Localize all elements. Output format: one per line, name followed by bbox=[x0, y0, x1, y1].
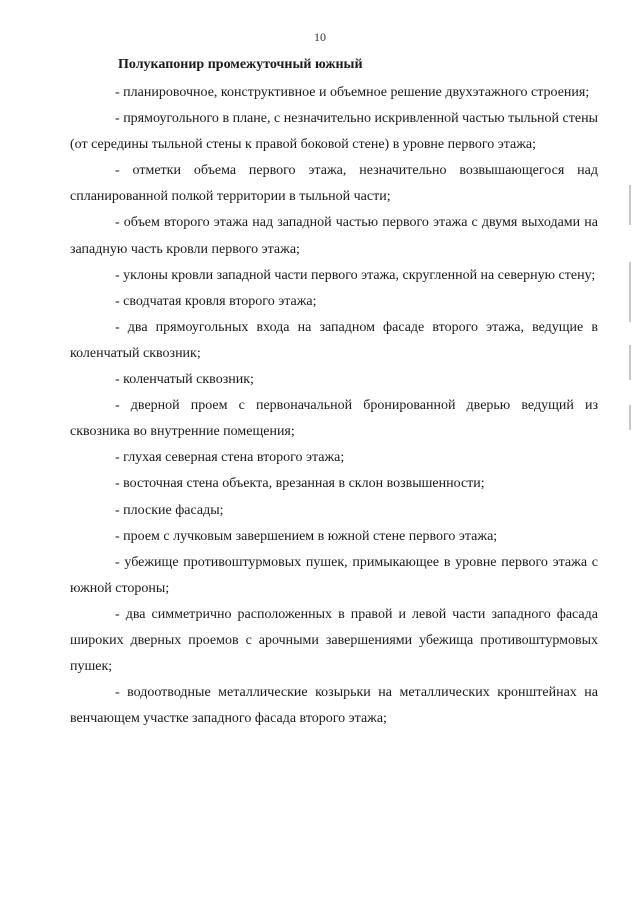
list-item: - сводчатая кровля второго этажа; bbox=[115, 293, 317, 309]
list-item: - уклоны кровли западной части первого этажа, скругленной на северную стену; bbox=[115, 267, 596, 283]
list-item: - проем с лучковым завершением в южной стене первого этажа; bbox=[115, 528, 498, 544]
scan-margin-mark bbox=[629, 185, 631, 225]
scan-margin-mark bbox=[629, 345, 631, 380]
scan-margin-mark bbox=[629, 405, 631, 430]
scan-margin-mark bbox=[629, 262, 631, 322]
item-list bbox=[70, 80, 598, 732]
list-item: - дверной проем с первоначальной бронированной дверью ведущий из сквозника во внутренние помещения; bbox=[70, 398, 598, 440]
list-item: - два симметрично расположенных в правой и левой части западного фасада широких дверных проемов с арочными завершениями убежища противоштурмовых пушек; bbox=[70, 606, 598, 675]
list-item: - восточная стена объекта, врезанная в склон возвышенности; bbox=[115, 476, 485, 492]
list-item: - убежище противоштурмовых пушек, примыкающее в уровне первого этажа с южной стороны; bbox=[70, 554, 598, 596]
section-heading: Полукапонир промежуточный южный bbox=[118, 57, 363, 72]
list-item: - два прямоугольных входа на западном фасаде второго этажа, ведущие в коленчатый сквозник; bbox=[70, 319, 598, 361]
page-number: 10 bbox=[314, 30, 326, 44]
list-item: - отметки объема первого этажа, незначительно возвышающегося над спланированной полкой территории в тыльной части; bbox=[70, 163, 598, 205]
list-item: - планировочное, конструктивное и объемное решение двухэтажного строения; bbox=[115, 85, 590, 100]
list-item: - плоские фасады; bbox=[115, 502, 224, 518]
list-item: - коленчатый сквозник; bbox=[115, 372, 254, 388]
list-item: - водоотводные металлические козырьки на металлических кронштейнах на венчающем участке западного фасада второго этажа; bbox=[70, 685, 598, 727]
list-item: - глухая северная стена второго этажа; bbox=[115, 450, 345, 466]
list-item: - прямоугольного в плане, с незначительно искривленной частью тыльной стены (от середины тыльной стены к правой боковой стене) в уровне первого этажа; bbox=[70, 111, 598, 153]
list-item: - объем второго этажа над западной частью первого этажа с двумя выходами на западную часть кровли первого этажа; bbox=[70, 215, 598, 257]
